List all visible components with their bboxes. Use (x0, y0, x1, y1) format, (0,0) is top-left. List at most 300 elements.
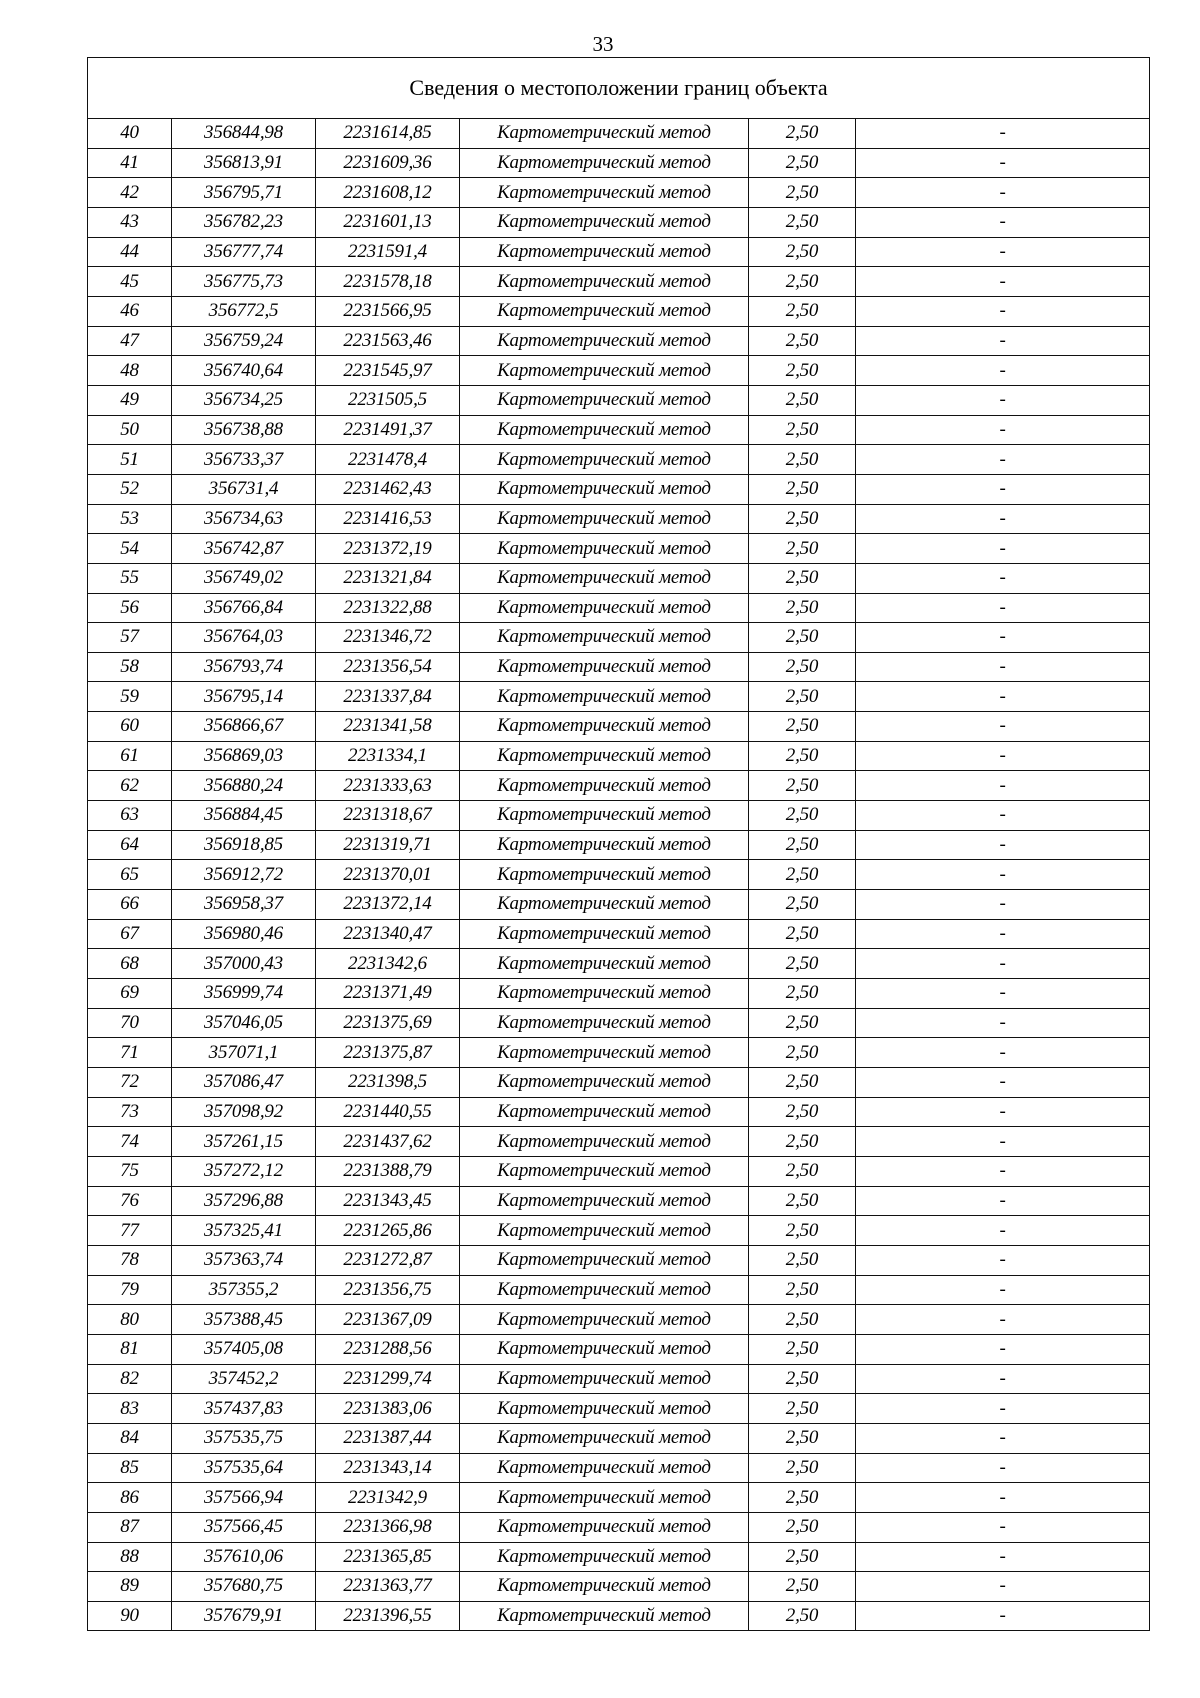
y-coordinate-cell: 2231609,36 (316, 148, 460, 178)
x-coordinate-cell: 356844,98 (172, 119, 316, 149)
table-row (88, 445, 1150, 475)
point-number-cell: 64 (88, 830, 172, 860)
point-number-cell: 50 (88, 415, 172, 445)
x-coordinate-cell: 356777,74 (172, 237, 316, 267)
y-coordinate-cell: 2231356,54 (316, 652, 460, 682)
x-coordinate-cell: 357272,12 (172, 1156, 316, 1186)
point-number-cell: 63 (88, 801, 172, 831)
point-number-cell: 85 (88, 1453, 172, 1483)
table-row (88, 1334, 1150, 1364)
method-cell: Картометрический метод (460, 1423, 749, 1453)
y-coordinate-cell: 2231342,9 (316, 1483, 460, 1513)
x-coordinate-cell: 357405,08 (172, 1334, 316, 1364)
x-coordinate-cell: 356766,84 (172, 593, 316, 623)
y-coordinate-cell: 2231387,44 (316, 1423, 460, 1453)
x-coordinate-cell: 357535,64 (172, 1453, 316, 1483)
method-cell: Картометрический метод (460, 1483, 749, 1513)
table-row (88, 1394, 1150, 1424)
x-coordinate-cell: 357452,2 (172, 1364, 316, 1394)
y-coordinate-cell: 2231341,58 (316, 712, 460, 742)
point-number-cell: 43 (88, 207, 172, 237)
x-coordinate-cell: 356734,63 (172, 504, 316, 534)
x-coordinate-cell: 356884,45 (172, 801, 316, 831)
method-cell: Картометрический метод (460, 1512, 749, 1542)
table-row (88, 178, 1150, 208)
table-row (88, 119, 1150, 149)
description-cell: - (856, 1483, 1150, 1513)
point-number-cell: 65 (88, 860, 172, 890)
method-cell: Картометрический метод (460, 1334, 749, 1364)
x-coordinate-cell: 357388,45 (172, 1305, 316, 1335)
table-row (88, 237, 1150, 267)
y-coordinate-cell: 2231591,4 (316, 237, 460, 267)
accuracy-cell: 2,50 (749, 1097, 856, 1127)
y-coordinate-cell: 2231416,53 (316, 504, 460, 534)
y-coordinate-cell: 2231505,5 (316, 385, 460, 415)
y-coordinate-cell: 2231363,77 (316, 1572, 460, 1602)
accuracy-cell: 2,50 (749, 1068, 856, 1098)
y-coordinate-cell: 2231372,14 (316, 890, 460, 920)
accuracy-cell: 2,50 (749, 1245, 856, 1275)
x-coordinate-cell: 357086,47 (172, 1068, 316, 1098)
point-number-cell: 77 (88, 1216, 172, 1246)
point-number-cell: 70 (88, 1008, 172, 1038)
accuracy-cell: 2,50 (749, 712, 856, 742)
accuracy-cell: 2,50 (749, 148, 856, 178)
description-cell: - (856, 237, 1150, 267)
x-coordinate-cell: 357437,83 (172, 1394, 316, 1424)
point-number-cell: 54 (88, 534, 172, 564)
table-row (88, 949, 1150, 979)
method-cell: Картометрический метод (460, 652, 749, 682)
description-cell: - (856, 890, 1150, 920)
accuracy-cell: 2,50 (749, 267, 856, 297)
description-cell: - (856, 326, 1150, 356)
y-coordinate-cell: 2231372,19 (316, 534, 460, 564)
table-row (88, 415, 1150, 445)
accuracy-cell: 2,50 (749, 1394, 856, 1424)
accuracy-cell: 2,50 (749, 1453, 856, 1483)
x-coordinate-cell: 356869,03 (172, 741, 316, 771)
method-cell: Картометрический метод (460, 682, 749, 712)
y-coordinate-cell: 2231383,06 (316, 1394, 460, 1424)
point-number-cell: 53 (88, 504, 172, 534)
description-cell: - (856, 1394, 1150, 1424)
y-coordinate-cell: 2231365,85 (316, 1542, 460, 1572)
accuracy-cell: 2,50 (749, 207, 856, 237)
description-cell: - (856, 1038, 1150, 1068)
description-cell: - (856, 979, 1150, 1009)
point-number-cell: 82 (88, 1364, 172, 1394)
description-cell: - (856, 1572, 1150, 1602)
y-coordinate-cell: 2231265,86 (316, 1216, 460, 1246)
point-number-cell: 56 (88, 593, 172, 623)
method-cell: Картометрический метод (460, 1216, 749, 1246)
accuracy-cell: 2,50 (749, 1038, 856, 1068)
description-cell: - (856, 1186, 1150, 1216)
point-number-cell: 60 (88, 712, 172, 742)
method-cell: Картометрический метод (460, 1542, 749, 1572)
method-cell: Картометрический метод (460, 474, 749, 504)
method-cell: Картометрический метод (460, 296, 749, 326)
accuracy-cell: 2,50 (749, 445, 856, 475)
method-cell: Картометрический метод (460, 1572, 749, 1602)
table-row (88, 801, 1150, 831)
table-row (88, 1275, 1150, 1305)
point-number-cell: 67 (88, 919, 172, 949)
y-coordinate-cell: 2231299,74 (316, 1364, 460, 1394)
description-cell: - (856, 534, 1150, 564)
point-number-cell: 69 (88, 979, 172, 1009)
x-coordinate-cell: 356918,85 (172, 830, 316, 860)
point-number-cell: 86 (88, 1483, 172, 1513)
method-cell: Картометрический метод (460, 1275, 749, 1305)
description-cell: - (856, 1512, 1150, 1542)
accuracy-cell: 2,50 (749, 504, 856, 534)
accuracy-cell: 2,50 (749, 1542, 856, 1572)
x-coordinate-cell: 357071,1 (172, 1038, 316, 1068)
y-coordinate-cell: 2231272,87 (316, 1245, 460, 1275)
x-coordinate-cell: 356775,73 (172, 267, 316, 297)
accuracy-cell: 2,50 (749, 385, 856, 415)
accuracy-cell: 2,50 (749, 326, 856, 356)
table-row (88, 623, 1150, 653)
method-cell: Картометрический метод (460, 326, 749, 356)
table-row (88, 1572, 1150, 1602)
table-row (88, 1512, 1150, 1542)
method-cell: Картометрический метод (460, 534, 749, 564)
table-row (88, 296, 1150, 326)
method-cell: Картометрический метод (460, 267, 749, 297)
point-number-cell: 88 (88, 1542, 172, 1572)
table-row (88, 741, 1150, 771)
description-cell: - (856, 593, 1150, 623)
method-cell: Картометрический метод (460, 623, 749, 653)
x-coordinate-cell: 356742,87 (172, 534, 316, 564)
method-cell: Картометрический метод (460, 1097, 749, 1127)
table-row (88, 504, 1150, 534)
accuracy-cell: 2,50 (749, 474, 856, 504)
accuracy-cell: 2,50 (749, 1601, 856, 1631)
method-cell: Картометрический метод (460, 1453, 749, 1483)
y-coordinate-cell: 2231398,5 (316, 1068, 460, 1098)
accuracy-cell: 2,50 (749, 682, 856, 712)
x-coordinate-cell: 356733,37 (172, 445, 316, 475)
table-row (88, 267, 1150, 297)
table-row (88, 1601, 1150, 1631)
y-coordinate-cell: 2231375,87 (316, 1038, 460, 1068)
description-cell: - (856, 801, 1150, 831)
method-cell: Картометрический метод (460, 1245, 749, 1275)
table-row (88, 890, 1150, 920)
x-coordinate-cell: 357000,43 (172, 949, 316, 979)
accuracy-cell: 2,50 (749, 1008, 856, 1038)
x-coordinate-cell: 356759,24 (172, 326, 316, 356)
method-cell: Картометрический метод (460, 741, 749, 771)
accuracy-cell: 2,50 (749, 949, 856, 979)
table-title-row (88, 58, 1150, 119)
y-coordinate-cell: 2231437,62 (316, 1127, 460, 1157)
method-cell: Картометрический метод (460, 1394, 749, 1424)
x-coordinate-cell: 356880,24 (172, 771, 316, 801)
y-coordinate-cell: 2231318,67 (316, 801, 460, 831)
x-coordinate-cell: 357355,2 (172, 1275, 316, 1305)
y-coordinate-cell: 2231343,45 (316, 1186, 460, 1216)
point-number-cell: 49 (88, 385, 172, 415)
table-row (88, 1453, 1150, 1483)
x-coordinate-cell: 357363,74 (172, 1245, 316, 1275)
description-cell: - (856, 1156, 1150, 1186)
table-title: Сведения о местоположении границ объекта (88, 58, 1150, 119)
method-cell: Картометрический метод (460, 445, 749, 475)
y-coordinate-cell: 2231545,97 (316, 356, 460, 386)
description-cell: - (856, 919, 1150, 949)
point-number-cell: 44 (88, 237, 172, 267)
method-cell: Картометрический метод (460, 563, 749, 593)
table-row (88, 1156, 1150, 1186)
y-coordinate-cell: 2231566,95 (316, 296, 460, 326)
y-coordinate-cell: 2231321,84 (316, 563, 460, 593)
point-number-cell: 79 (88, 1275, 172, 1305)
method-cell: Картометрический метод (460, 1156, 749, 1186)
point-number-cell: 74 (88, 1127, 172, 1157)
method-cell: Картометрический метод (460, 919, 749, 949)
accuracy-cell: 2,50 (749, 801, 856, 831)
y-coordinate-cell: 2231337,84 (316, 682, 460, 712)
accuracy-cell: 2,50 (749, 593, 856, 623)
point-number-cell: 66 (88, 890, 172, 920)
point-number-cell: 71 (88, 1038, 172, 1068)
x-coordinate-cell: 357566,94 (172, 1483, 316, 1513)
table-row (88, 979, 1150, 1009)
x-coordinate-cell: 356999,74 (172, 979, 316, 1009)
point-number-cell: 84 (88, 1423, 172, 1453)
point-number-cell: 78 (88, 1245, 172, 1275)
accuracy-cell: 2,50 (749, 563, 856, 593)
description-cell: - (856, 356, 1150, 386)
table-row (88, 1245, 1150, 1275)
table-row (88, 1097, 1150, 1127)
table-row (88, 712, 1150, 742)
y-coordinate-cell: 2231491,37 (316, 415, 460, 445)
point-number-cell: 75 (88, 1156, 172, 1186)
accuracy-cell: 2,50 (749, 296, 856, 326)
y-coordinate-cell: 2231367,09 (316, 1305, 460, 1335)
x-coordinate-cell: 356795,14 (172, 682, 316, 712)
y-coordinate-cell: 2231614,85 (316, 119, 460, 149)
y-coordinate-cell: 2231608,12 (316, 178, 460, 208)
y-coordinate-cell: 2231478,4 (316, 445, 460, 475)
accuracy-cell: 2,50 (749, 415, 856, 445)
table-row (88, 1038, 1150, 1068)
table-row (88, 534, 1150, 564)
y-coordinate-cell: 2231578,18 (316, 267, 460, 297)
accuracy-cell: 2,50 (749, 979, 856, 1009)
description-cell: - (856, 148, 1150, 178)
accuracy-cell: 2,50 (749, 1364, 856, 1394)
description-cell: - (856, 741, 1150, 771)
y-coordinate-cell: 2231340,47 (316, 919, 460, 949)
x-coordinate-cell: 356866,67 (172, 712, 316, 742)
description-cell: - (856, 1275, 1150, 1305)
accuracy-cell: 2,50 (749, 1305, 856, 1335)
description-cell: - (856, 623, 1150, 653)
method-cell: Картометрический метод (460, 1186, 749, 1216)
table-row (88, 1483, 1150, 1513)
description-cell: - (856, 1334, 1150, 1364)
x-coordinate-cell: 356731,4 (172, 474, 316, 504)
point-number-cell: 45 (88, 267, 172, 297)
description-cell: - (856, 1423, 1150, 1453)
y-coordinate-cell: 2231462,43 (316, 474, 460, 504)
method-cell: Картометрический метод (460, 1008, 749, 1038)
x-coordinate-cell: 356782,23 (172, 207, 316, 237)
point-number-cell: 73 (88, 1097, 172, 1127)
x-coordinate-cell: 356912,72 (172, 860, 316, 890)
y-coordinate-cell: 2231319,71 (316, 830, 460, 860)
y-coordinate-cell: 2231356,75 (316, 1275, 460, 1305)
x-coordinate-cell: 357535,75 (172, 1423, 316, 1453)
description-cell: - (856, 474, 1150, 504)
method-cell: Картометрический метод (460, 1068, 749, 1098)
table-row (88, 1216, 1150, 1246)
y-coordinate-cell: 2231371,49 (316, 979, 460, 1009)
point-number-cell: 81 (88, 1334, 172, 1364)
point-number-cell: 89 (88, 1572, 172, 1602)
method-cell: Картометрический метод (460, 415, 749, 445)
method-cell: Картометрический метод (460, 890, 749, 920)
table-row (88, 919, 1150, 949)
description-cell: - (856, 1127, 1150, 1157)
point-number-cell: 42 (88, 178, 172, 208)
accuracy-cell: 2,50 (749, 623, 856, 653)
description-cell: - (856, 652, 1150, 682)
table-row (88, 771, 1150, 801)
accuracy-cell: 2,50 (749, 830, 856, 860)
point-number-cell: 59 (88, 682, 172, 712)
y-coordinate-cell: 2231322,88 (316, 593, 460, 623)
x-coordinate-cell: 356793,74 (172, 652, 316, 682)
point-number-cell: 46 (88, 296, 172, 326)
point-number-cell: 55 (88, 563, 172, 593)
description-cell: - (856, 119, 1150, 149)
x-coordinate-cell: 356749,02 (172, 563, 316, 593)
x-coordinate-cell: 356980,46 (172, 919, 316, 949)
accuracy-cell: 2,50 (749, 919, 856, 949)
description-cell: - (856, 860, 1150, 890)
x-coordinate-cell: 357679,91 (172, 1601, 316, 1631)
accuracy-cell: 2,50 (749, 1334, 856, 1364)
table-row (88, 356, 1150, 386)
x-coordinate-cell: 356740,64 (172, 356, 316, 386)
x-coordinate-cell: 356958,37 (172, 890, 316, 920)
accuracy-cell: 2,50 (749, 1186, 856, 1216)
description-cell: - (856, 1097, 1150, 1127)
description-cell: - (856, 712, 1150, 742)
table-row (88, 830, 1150, 860)
x-coordinate-cell: 357566,45 (172, 1512, 316, 1542)
table-row (88, 1186, 1150, 1216)
x-coordinate-cell: 356738,88 (172, 415, 316, 445)
x-coordinate-cell: 357261,15 (172, 1127, 316, 1157)
description-cell: - (856, 682, 1150, 712)
y-coordinate-cell: 2231440,55 (316, 1097, 460, 1127)
description-cell: - (856, 563, 1150, 593)
x-coordinate-cell: 356795,71 (172, 178, 316, 208)
point-number-cell: 51 (88, 445, 172, 475)
description-cell: - (856, 207, 1150, 237)
table-row (88, 1068, 1150, 1098)
description-cell: - (856, 1068, 1150, 1098)
point-number-cell: 80 (88, 1305, 172, 1335)
x-coordinate-cell: 357046,05 (172, 1008, 316, 1038)
y-coordinate-cell: 2231366,98 (316, 1512, 460, 1542)
method-cell: Картометрический метод (460, 801, 749, 831)
accuracy-cell: 2,50 (749, 1275, 856, 1305)
table-row (88, 385, 1150, 415)
method-cell: Картометрический метод (460, 1038, 749, 1068)
method-cell: Картометрический метод (460, 593, 749, 623)
point-number-cell: 68 (88, 949, 172, 979)
boundary-coordinates-table (87, 57, 1150, 1631)
accuracy-cell: 2,50 (749, 860, 856, 890)
page-number: 33 (592, 32, 614, 56)
x-coordinate-cell: 357296,88 (172, 1186, 316, 1216)
x-coordinate-cell: 356813,91 (172, 148, 316, 178)
accuracy-cell: 2,50 (749, 1216, 856, 1246)
table-row (88, 1305, 1150, 1335)
description-cell: - (856, 267, 1150, 297)
accuracy-cell: 2,50 (749, 1572, 856, 1602)
description-cell: - (856, 415, 1150, 445)
description-cell: - (856, 1305, 1150, 1335)
method-cell: Картометрический метод (460, 178, 749, 208)
table-row (88, 682, 1150, 712)
x-coordinate-cell: 356734,25 (172, 385, 316, 415)
coordinates-table-body (88, 119, 1150, 1631)
method-cell: Картометрический метод (460, 356, 749, 386)
point-number-cell: 90 (88, 1601, 172, 1631)
table-row (88, 1008, 1150, 1038)
point-number-cell: 62 (88, 771, 172, 801)
description-cell: - (856, 385, 1150, 415)
table-row (88, 1364, 1150, 1394)
accuracy-cell: 2,50 (749, 534, 856, 564)
method-cell: Картометрический метод (460, 385, 749, 415)
point-number-cell: 48 (88, 356, 172, 386)
x-coordinate-cell: 357680,75 (172, 1572, 316, 1602)
description-cell: - (856, 1453, 1150, 1483)
table-row (88, 860, 1150, 890)
description-cell: - (856, 296, 1150, 326)
description-cell: - (856, 1245, 1150, 1275)
point-number-cell: 87 (88, 1512, 172, 1542)
method-cell: Картометрический метод (460, 830, 749, 860)
y-coordinate-cell: 2231601,13 (316, 207, 460, 237)
x-coordinate-cell: 356764,03 (172, 623, 316, 653)
y-coordinate-cell: 2231375,69 (316, 1008, 460, 1038)
method-cell: Картометрический метод (460, 119, 749, 149)
method-cell: Картометрический метод (460, 237, 749, 267)
table-row (88, 1127, 1150, 1157)
accuracy-cell: 2,50 (749, 1423, 856, 1453)
description-cell: - (856, 949, 1150, 979)
accuracy-cell: 2,50 (749, 771, 856, 801)
accuracy-cell: 2,50 (749, 237, 856, 267)
method-cell: Картометрический метод (460, 712, 749, 742)
point-number-cell: 47 (88, 326, 172, 356)
point-number-cell: 52 (88, 474, 172, 504)
